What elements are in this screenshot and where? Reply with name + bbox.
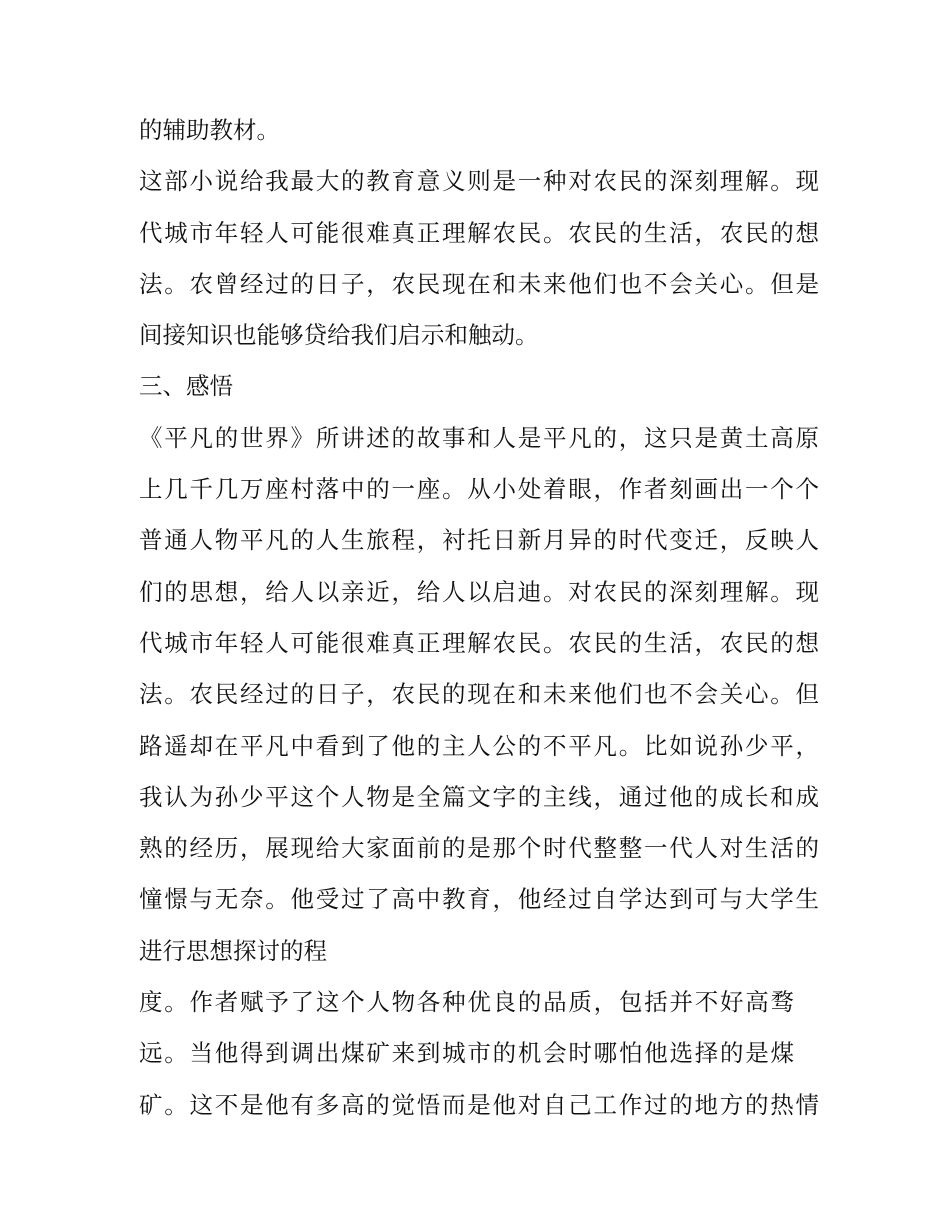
text-line: 远。当他得到调出煤矿来到城市的机会时哪怕他选择的是煤 <box>139 1039 794 1068</box>
text-line: 的辅助教材。 <box>139 116 280 144</box>
text-line: 们的思想，给人以亲近，给人以启迪。对农民的深刻理解。现 <box>139 577 819 606</box>
text-line: 代城市年轻人可能很难真正理解农民。农民的生活，农民的想 <box>139 628 819 657</box>
text-line: 法。农民经过的日子，农民的现在和未来他们也不会关心。但 <box>139 680 819 709</box>
text-line: 熟的经历，展现给大家面前的是那个时代整整一代人对生活的 <box>139 834 819 863</box>
text-line: 度。作者赋予了这个人物各种优良的品质，包括并不好高骛 <box>139 988 794 1017</box>
text-line: 我认为孙少平这个人物是全篇文字的主线，通过他的成长和成 <box>139 782 819 811</box>
text-line: 进行思想探讨的程 <box>139 936 327 965</box>
text-line: 矿。这不是他有多高的觉悟而是他对自己工作过的地方的热情 <box>139 1090 819 1119</box>
text-line: 《平凡的世界》所讲述的故事和人是平凡的，这只是黄土高原 <box>139 423 819 452</box>
section-heading: 三、感悟 <box>139 372 233 401</box>
text-line: 间接知识也能够贷给我们启示和触动。 <box>139 321 539 350</box>
text-line: 上几千几万座村落中的一座。从小处着眼，作者刻画出一个个 <box>139 475 819 504</box>
text-line: 憧憬与无奈。他受过了高中教育，他经过自学达到可与大学生 <box>139 885 819 914</box>
body-text <box>139 105 819 1131</box>
text-line: 法。农曾经过的日子，农民现在和未来他们也不会关心。但是 <box>139 269 819 298</box>
text-line: 路遥却在平凡中看到了他的主人公的不平凡。比如说孙少平， <box>139 731 819 760</box>
text-line: 普通人物平凡的人生旅程，衬托日新月异的时代变迁，反映人 <box>139 526 819 555</box>
text-line: 代城市年轻人可能很难真正理解农民。农民的生活，农民的想 <box>139 218 819 247</box>
text-line: 这部小说给我最大的教育意义则是一种对农民的深刻理解。现 <box>139 167 819 196</box>
